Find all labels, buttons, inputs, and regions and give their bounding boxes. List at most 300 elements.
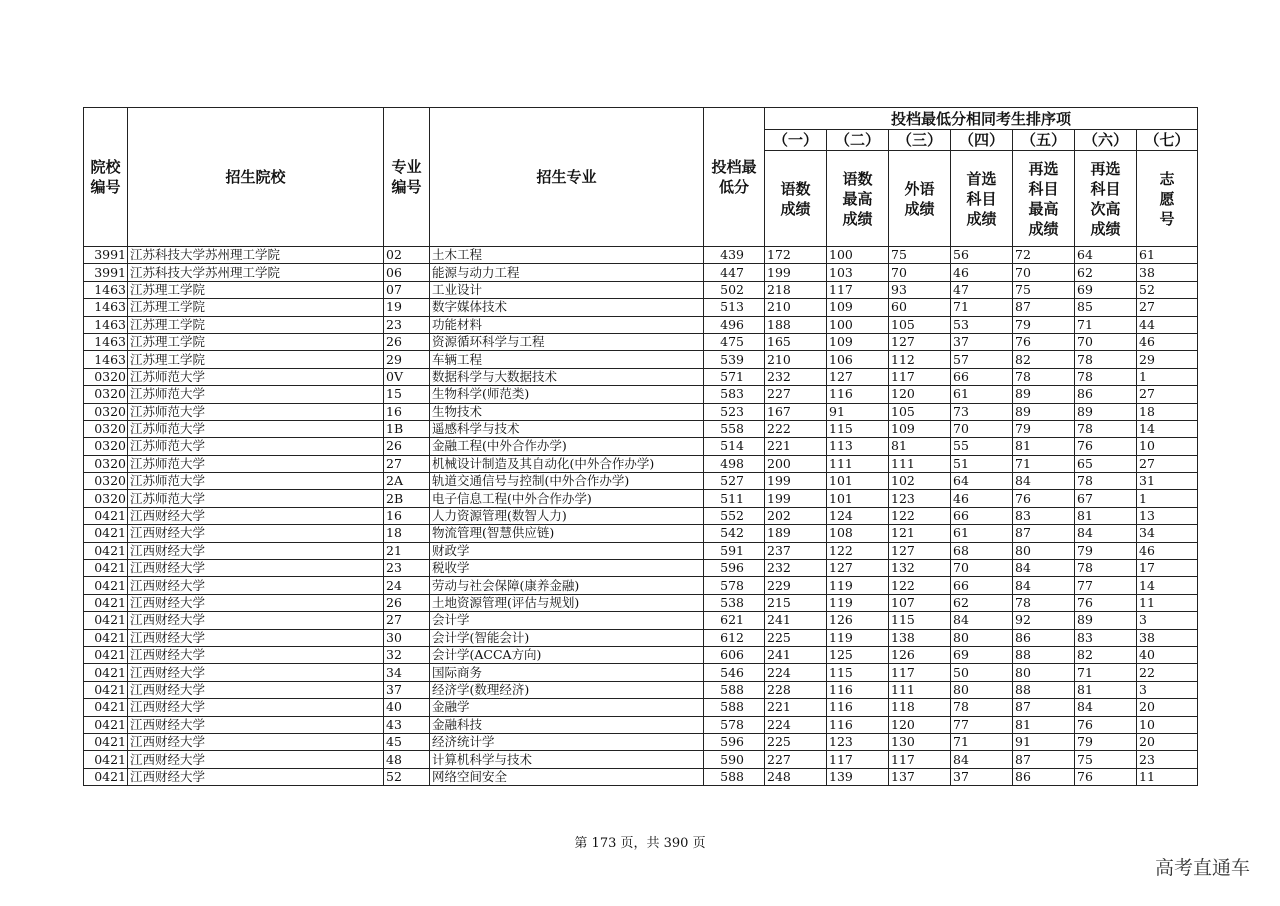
chinese-math-cell: 189 [765, 525, 827, 542]
table-row [84, 612, 1198, 629]
major-name-cell: 机械设计制造及其自动化(中外合作办学) [430, 455, 704, 472]
preference-number-cell: 27 [1137, 386, 1198, 403]
major-code-cell: 16 [384, 507, 430, 524]
foreign-language-cell: 75 [889, 247, 951, 264]
major-name-cell: 数字媒体技术 [430, 299, 704, 316]
major-name-cell: 金融学 [430, 699, 704, 716]
reselect-second-cell: 84 [1075, 525, 1137, 542]
header-school-code: 院校编号 [84, 108, 128, 247]
school-name-cell: 江苏师范大学 [128, 368, 384, 385]
major-code-cell: 07 [384, 281, 430, 298]
first-subject-cell: 37 [951, 333, 1013, 350]
reselect-highest-cell: 76 [1013, 490, 1075, 507]
chinese-math-cell: 221 [765, 699, 827, 716]
reselect-second-cell: 83 [1075, 629, 1137, 646]
preference-number-cell: 27 [1137, 455, 1198, 472]
chinese-math-max-cell: 103 [827, 264, 889, 281]
table-row [84, 751, 1198, 768]
table-row [84, 455, 1198, 472]
reselect-second-cell: 82 [1075, 646, 1137, 663]
table-row [84, 351, 1198, 368]
chinese-math-cell: 199 [765, 264, 827, 281]
reselect-highest-cell: 84 [1013, 560, 1075, 577]
preference-number-cell: 27 [1137, 299, 1198, 316]
school-code-cell: 0421 [84, 751, 128, 768]
reselect-highest-cell: 70 [1013, 264, 1075, 281]
school-name-cell: 江西财经大学 [128, 664, 384, 681]
first-subject-cell: 84 [951, 612, 1013, 629]
school-code-cell: 0320 [84, 438, 128, 455]
reselect-second-cell: 78 [1075, 420, 1137, 437]
reselect-second-cell: 77 [1075, 577, 1137, 594]
school-code-cell: 0320 [84, 386, 128, 403]
school-name-cell: 江西财经大学 [128, 733, 384, 750]
school-name-cell: 江西财经大学 [128, 577, 384, 594]
reselect-highest-cell: 87 [1013, 699, 1075, 716]
reselect-highest-cell: 87 [1013, 299, 1075, 316]
header-major-name: 招生专业 [430, 108, 704, 247]
major-name-cell: 生物技术 [430, 403, 704, 420]
school-code-cell: 1463 [84, 316, 128, 333]
major-name-cell: 会计学(ACCA方向) [430, 646, 704, 663]
major-name-cell: 经济统计学 [430, 733, 704, 750]
school-code-cell: 0421 [84, 664, 128, 681]
min-score-cell: 538 [704, 594, 765, 611]
header-school-name: 招生院校 [128, 108, 384, 247]
header-foreign-language: 外语成绩 [889, 151, 951, 247]
major-name-cell: 轨道交通信号与控制(中外合作办学) [430, 473, 704, 490]
foreign-language-cell: 109 [889, 420, 951, 437]
chinese-math-cell: 224 [765, 664, 827, 681]
school-code-cell: 0320 [84, 420, 128, 437]
chinese-math-max-cell: 119 [827, 594, 889, 611]
preference-number-cell: 34 [1137, 525, 1198, 542]
admission-score-table [83, 107, 1198, 786]
chinese-math-max-cell: 109 [827, 299, 889, 316]
preference-number-cell: 14 [1137, 577, 1198, 594]
reselect-highest-cell: 76 [1013, 333, 1075, 350]
foreign-language-cell: 127 [889, 542, 951, 559]
reselect-second-cell: 71 [1075, 664, 1137, 681]
min-score-cell: 542 [704, 525, 765, 542]
reselect-highest-cell: 88 [1013, 681, 1075, 698]
reselect-second-cell: 76 [1075, 716, 1137, 733]
reselect-highest-cell: 71 [1013, 455, 1075, 472]
major-code-cell: 45 [384, 733, 430, 750]
chinese-math-max-cell: 101 [827, 490, 889, 507]
major-name-cell: 土地资源管理(评估与规划) [430, 594, 704, 611]
first-subject-cell: 55 [951, 438, 1013, 455]
school-name-cell: 江西财经大学 [128, 681, 384, 698]
school-code-cell: 3991 [84, 247, 128, 264]
first-subject-cell: 80 [951, 681, 1013, 698]
school-code-cell: 0421 [84, 560, 128, 577]
foreign-language-cell: 111 [889, 681, 951, 698]
school-code-cell: 0421 [84, 629, 128, 646]
chinese-math-cell: 248 [765, 768, 827, 785]
table-row [84, 664, 1198, 681]
major-code-cell: 15 [384, 386, 430, 403]
school-code-cell: 1463 [84, 281, 128, 298]
school-name-cell: 江苏理工学院 [128, 333, 384, 350]
major-code-cell: 26 [384, 594, 430, 611]
school-code-cell: 0421 [84, 577, 128, 594]
chinese-math-max-cell: 116 [827, 699, 889, 716]
foreign-language-cell: 102 [889, 473, 951, 490]
school-code-cell: 1463 [84, 351, 128, 368]
table-row [84, 299, 1198, 316]
major-name-cell: 会计学(智能会计) [430, 629, 704, 646]
table-row [84, 473, 1198, 490]
major-name-cell: 劳动与社会保障(康养金融) [430, 577, 704, 594]
school-code-cell: 0421 [84, 542, 128, 559]
table-row [84, 420, 1198, 437]
school-name-cell: 江苏理工学院 [128, 281, 384, 298]
preference-number-cell: 61 [1137, 247, 1198, 264]
chinese-math-cell: 227 [765, 751, 827, 768]
foreign-language-cell: 117 [889, 368, 951, 385]
school-name-cell: 江苏师范大学 [128, 403, 384, 420]
table-row [84, 681, 1198, 698]
table-row [84, 281, 1198, 298]
preference-number-cell: 31 [1137, 473, 1198, 490]
foreign-language-cell: 60 [889, 299, 951, 316]
major-name-cell: 税收学 [430, 560, 704, 577]
foreign-language-cell: 115 [889, 612, 951, 629]
chinese-math-cell: 199 [765, 473, 827, 490]
first-subject-cell: 73 [951, 403, 1013, 420]
major-name-cell: 网络空间安全 [430, 768, 704, 785]
major-code-cell: 27 [384, 455, 430, 472]
header-chinese-math-max: 语数最高成绩 [827, 151, 889, 247]
min-score-cell: 539 [704, 351, 765, 368]
chinese-math-max-cell: 123 [827, 733, 889, 750]
table-row [84, 264, 1198, 281]
preference-number-cell: 46 [1137, 542, 1198, 559]
reselect-second-cell: 81 [1075, 507, 1137, 524]
chinese-math-max-cell: 106 [827, 351, 889, 368]
reselect-highest-cell: 86 [1013, 629, 1075, 646]
chinese-math-cell: 199 [765, 490, 827, 507]
chinese-math-cell: 224 [765, 716, 827, 733]
preference-number-cell: 10 [1137, 438, 1198, 455]
chinese-math-max-cell: 100 [827, 247, 889, 264]
table-row [84, 542, 1198, 559]
preference-number-cell: 3 [1137, 612, 1198, 629]
reselect-second-cell: 76 [1075, 594, 1137, 611]
school-code-cell: 0320 [84, 473, 128, 490]
reselect-highest-cell: 91 [1013, 733, 1075, 750]
school-code-cell: 0320 [84, 403, 128, 420]
first-subject-cell: 71 [951, 299, 1013, 316]
chinese-math-cell: 215 [765, 594, 827, 611]
preference-number-cell: 20 [1137, 699, 1198, 716]
school-code-cell: 0320 [84, 455, 128, 472]
preference-number-cell: 20 [1137, 733, 1198, 750]
school-name-cell: 江苏科技大学苏州理工学院 [128, 264, 384, 281]
chinese-math-cell: 172 [765, 247, 827, 264]
chinese-math-cell: 227 [765, 386, 827, 403]
table-body [84, 247, 1198, 786]
foreign-language-cell: 70 [889, 264, 951, 281]
first-subject-cell: 77 [951, 716, 1013, 733]
chinese-math-max-cell: 117 [827, 751, 889, 768]
school-name-cell: 江西财经大学 [128, 768, 384, 785]
first-subject-cell: 53 [951, 316, 1013, 333]
foreign-language-cell: 81 [889, 438, 951, 455]
foreign-language-cell: 122 [889, 507, 951, 524]
min-score-cell: 558 [704, 420, 765, 437]
reselect-second-cell: 81 [1075, 681, 1137, 698]
school-name-cell: 江西财经大学 [128, 507, 384, 524]
first-subject-cell: 50 [951, 664, 1013, 681]
chinese-math-max-cell: 101 [827, 473, 889, 490]
chinese-math-cell: 241 [765, 612, 827, 629]
reselect-highest-cell: 84 [1013, 577, 1075, 594]
first-subject-cell: 46 [951, 264, 1013, 281]
header-reselect-second: 再选科目次高成绩 [1075, 151, 1137, 247]
reselect-second-cell: 69 [1075, 281, 1137, 298]
preference-number-cell: 46 [1137, 333, 1198, 350]
chinese-math-cell: 218 [765, 281, 827, 298]
major-name-cell: 工业设计 [430, 281, 704, 298]
foreign-language-cell: 121 [889, 525, 951, 542]
school-name-cell: 江西财经大学 [128, 699, 384, 716]
first-subject-cell: 47 [951, 281, 1013, 298]
chinese-math-cell: 229 [765, 577, 827, 594]
major-code-cell: 43 [384, 716, 430, 733]
reselect-second-cell: 78 [1075, 368, 1137, 385]
school-name-cell: 江苏理工学院 [128, 316, 384, 333]
min-score-cell: 496 [704, 316, 765, 333]
major-name-cell: 财政学 [430, 542, 704, 559]
major-name-cell: 人力资源管理(数智人力) [430, 507, 704, 524]
foreign-language-cell: 105 [889, 316, 951, 333]
major-code-cell: 26 [384, 438, 430, 455]
preference-number-cell: 38 [1137, 629, 1198, 646]
reselect-highest-cell: 79 [1013, 420, 1075, 437]
school-code-cell: 1463 [84, 299, 128, 316]
header-reselect-highest: 再选科目最高成绩 [1013, 151, 1075, 247]
reselect-second-cell: 78 [1075, 560, 1137, 577]
foreign-language-cell: 122 [889, 577, 951, 594]
min-score-cell: 588 [704, 699, 765, 716]
school-name-cell: 江苏理工学院 [128, 351, 384, 368]
major-code-cell: 29 [384, 351, 430, 368]
chinese-math-max-cell: 139 [827, 768, 889, 785]
chinese-math-max-cell: 108 [827, 525, 889, 542]
major-code-cell: 30 [384, 629, 430, 646]
preference-number-cell: 18 [1137, 403, 1198, 420]
reselect-highest-cell: 83 [1013, 507, 1075, 524]
school-code-cell: 0421 [84, 594, 128, 611]
foreign-language-cell: 120 [889, 386, 951, 403]
major-name-cell: 生物科学(师范类) [430, 386, 704, 403]
min-score-cell: 571 [704, 368, 765, 385]
min-score-cell: 523 [704, 403, 765, 420]
school-name-cell: 江西财经大学 [128, 751, 384, 768]
major-code-cell: 26 [384, 333, 430, 350]
major-name-cell: 金融科技 [430, 716, 704, 733]
min-score-cell: 511 [704, 490, 765, 507]
foreign-language-cell: 123 [889, 490, 951, 507]
first-subject-cell: 61 [951, 386, 1013, 403]
major-name-cell: 能源与动力工程 [430, 264, 704, 281]
school-code-cell: 0421 [84, 716, 128, 733]
major-name-cell: 计算机科学与技术 [430, 751, 704, 768]
major-code-cell: 18 [384, 525, 430, 542]
min-score-cell: 546 [704, 664, 765, 681]
table-row [84, 525, 1198, 542]
first-subject-cell: 68 [951, 542, 1013, 559]
min-score-cell: 513 [704, 299, 765, 316]
school-code-cell: 0320 [84, 490, 128, 507]
header-major-code: 专业编号 [384, 108, 430, 247]
chinese-math-max-cell: 116 [827, 681, 889, 698]
first-subject-cell: 64 [951, 473, 1013, 490]
table-row [84, 733, 1198, 750]
min-score-cell: 612 [704, 629, 765, 646]
first-subject-cell: 61 [951, 525, 1013, 542]
preference-number-cell: 29 [1137, 351, 1198, 368]
foreign-language-cell: 112 [889, 351, 951, 368]
table-row [84, 560, 1198, 577]
foreign-language-cell: 132 [889, 560, 951, 577]
first-subject-cell: 66 [951, 368, 1013, 385]
reselect-second-cell: 78 [1075, 351, 1137, 368]
first-subject-cell: 62 [951, 594, 1013, 611]
reselect-highest-cell: 87 [1013, 751, 1075, 768]
major-name-cell: 土木工程 [430, 247, 704, 264]
reselect-second-cell: 76 [1075, 768, 1137, 785]
chinese-math-max-cell: 109 [827, 333, 889, 350]
major-code-cell: 40 [384, 699, 430, 716]
reselect-highest-cell: 82 [1013, 351, 1075, 368]
first-subject-cell: 70 [951, 420, 1013, 437]
min-score-cell: 621 [704, 612, 765, 629]
chinese-math-max-cell: 127 [827, 368, 889, 385]
preference-number-cell: 22 [1137, 664, 1198, 681]
school-code-cell: 0421 [84, 768, 128, 785]
preference-number-cell: 3 [1137, 681, 1198, 698]
min-score-cell: 578 [704, 716, 765, 733]
header-order-3: （三） [889, 130, 951, 151]
school-name-cell: 江西财经大学 [128, 629, 384, 646]
chinese-math-cell: 210 [765, 299, 827, 316]
min-score-cell: 596 [704, 733, 765, 750]
min-score-cell: 596 [704, 560, 765, 577]
major-code-cell: 34 [384, 664, 430, 681]
foreign-language-cell: 127 [889, 333, 951, 350]
reselect-second-cell: 64 [1075, 247, 1137, 264]
chinese-math-max-cell: 119 [827, 577, 889, 594]
major-name-cell: 金融工程(中外合作办学) [430, 438, 704, 455]
first-subject-cell: 71 [951, 733, 1013, 750]
reselect-highest-cell: 72 [1013, 247, 1075, 264]
reselect-second-cell: 67 [1075, 490, 1137, 507]
first-subject-cell: 46 [951, 490, 1013, 507]
table-row [84, 403, 1198, 420]
first-subject-cell: 66 [951, 577, 1013, 594]
foreign-language-cell: 137 [889, 768, 951, 785]
major-code-cell: 48 [384, 751, 430, 768]
min-score-cell: 498 [704, 455, 765, 472]
major-name-cell: 物流管理(智慧供应链) [430, 525, 704, 542]
school-name-cell: 江苏师范大学 [128, 455, 384, 472]
chinese-math-cell: 202 [765, 507, 827, 524]
chinese-math-max-cell: 115 [827, 664, 889, 681]
header-preference-number: 志愿号 [1137, 151, 1198, 247]
reselect-second-cell: 85 [1075, 299, 1137, 316]
min-score-cell: 514 [704, 438, 765, 455]
major-code-cell: 0V [384, 368, 430, 385]
major-name-cell: 资源循环科学与工程 [430, 333, 704, 350]
major-code-cell: 2B [384, 490, 430, 507]
school-code-cell: 0421 [84, 525, 128, 542]
chinese-math-max-cell: 100 [827, 316, 889, 333]
major-code-cell: 06 [384, 264, 430, 281]
table-row [84, 368, 1198, 385]
reselect-second-cell: 70 [1075, 333, 1137, 350]
chinese-math-max-cell: 127 [827, 560, 889, 577]
table-row [84, 716, 1198, 733]
table-row [84, 768, 1198, 785]
first-subject-cell: 78 [951, 699, 1013, 716]
table-row [84, 629, 1198, 646]
school-code-cell: 0421 [84, 699, 128, 716]
min-score-cell: 447 [704, 264, 765, 281]
foreign-language-cell: 120 [889, 716, 951, 733]
school-code-cell: 1463 [84, 333, 128, 350]
preference-number-cell: 40 [1137, 646, 1198, 663]
chinese-math-cell: 167 [765, 403, 827, 420]
reselect-highest-cell: 78 [1013, 368, 1075, 385]
reselect-highest-cell: 92 [1013, 612, 1075, 629]
chinese-math-cell: 225 [765, 629, 827, 646]
school-name-cell: 江西财经大学 [128, 542, 384, 559]
chinese-math-max-cell: 116 [827, 386, 889, 403]
major-code-cell: 2A [384, 473, 430, 490]
school-code-cell: 0421 [84, 612, 128, 629]
min-score-cell: 583 [704, 386, 765, 403]
reselect-second-cell: 86 [1075, 386, 1137, 403]
major-name-cell: 数据科学与大数据技术 [430, 368, 704, 385]
major-code-cell: 27 [384, 612, 430, 629]
first-subject-cell: 80 [951, 629, 1013, 646]
table-row [84, 699, 1198, 716]
reselect-highest-cell: 81 [1013, 716, 1075, 733]
table-row [84, 386, 1198, 403]
reselect-second-cell: 76 [1075, 438, 1137, 455]
table-row [84, 594, 1198, 611]
header-order-1: （一） [765, 130, 827, 151]
major-code-cell: 37 [384, 681, 430, 698]
preference-number-cell: 44 [1137, 316, 1198, 333]
major-name-cell: 国际商务 [430, 664, 704, 681]
header-order-6: （六） [1075, 130, 1137, 151]
reselect-highest-cell: 80 [1013, 664, 1075, 681]
school-name-cell: 江西财经大学 [128, 525, 384, 542]
foreign-language-cell: 130 [889, 733, 951, 750]
chinese-math-max-cell: 124 [827, 507, 889, 524]
first-subject-cell: 70 [951, 560, 1013, 577]
header-chinese-math-score: 语数成绩 [765, 151, 827, 247]
school-name-cell: 江苏理工学院 [128, 299, 384, 316]
chinese-math-max-cell: 115 [827, 420, 889, 437]
school-name-cell: 江西财经大学 [128, 612, 384, 629]
school-name-cell: 江西财经大学 [128, 646, 384, 663]
major-code-cell: 1B [384, 420, 430, 437]
